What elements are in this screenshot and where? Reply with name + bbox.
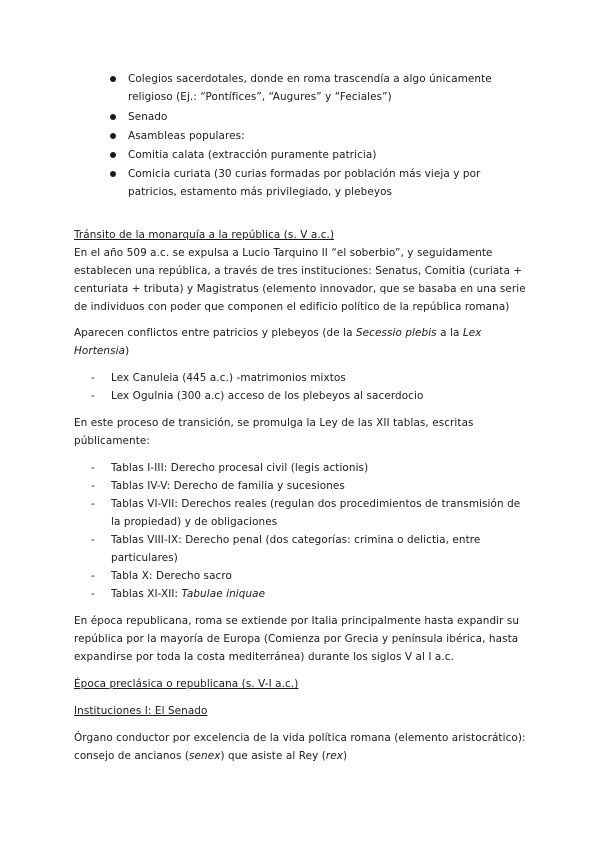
text-run: Aparecen conflictos entre patricios y plebeyos (de la bbox=[74, 327, 356, 339]
list-item: Tablas IV-V: Derecho de familia y sucesiones bbox=[111, 480, 345, 492]
list-item: Senado bbox=[128, 111, 168, 123]
dash-marker: - bbox=[91, 372, 95, 384]
bullet-dot bbox=[110, 114, 116, 120]
text-run: a la bbox=[436, 327, 463, 339]
list-item: Lex Canuleia (445 a.c.) -matrimonios mixtos bbox=[111, 372, 346, 384]
italic-term: senex bbox=[189, 750, 221, 762]
italic-term: rex bbox=[325, 750, 344, 762]
text-run: Órgano conductor por excelencia de la vida política romana (elemento aristocrático): consejo de ancianos ( bbox=[74, 732, 526, 762]
section-heading: Tránsito de la monarquía a la república (s. V a.c.) bbox=[74, 229, 335, 241]
list-item: Tablas VIII-IX: Derecho penal (dos categorías: crimina o delictia, entre particulares) bbox=[111, 534, 481, 564]
dash-marker: - bbox=[91, 480, 95, 492]
list-item bbox=[111, 585, 531, 603]
text-run: ) bbox=[343, 750, 348, 762]
paragraph bbox=[74, 324, 534, 360]
paragraph: En época republicana, roma se extiende por Italia principalmente hasta expandir su república por la mayoría de Europa (Comienza por Grecia y península ibérica, hasta expandirse por toda la costa mediterránea) durante los siglos V al I a.c. bbox=[74, 615, 520, 663]
bullet-dot bbox=[110, 171, 116, 177]
italic-term: Tabulae iniquae bbox=[181, 588, 266, 600]
section-heading: Época preclásica o republicana (s. V-I a.c.) bbox=[74, 678, 299, 690]
italic-term: Secessio plebis bbox=[355, 327, 437, 339]
text-run: Tablas XI-XII: bbox=[111, 588, 182, 600]
text-run: ) que asiste al Rey ( bbox=[220, 750, 326, 762]
list-item: Asambleas populares: bbox=[128, 130, 245, 142]
list-item: Tablas I-III: Derecho procesal civil (legis actionis) bbox=[111, 462, 369, 474]
list-item: Comitia calata (extracción puramente patricia) bbox=[128, 149, 377, 161]
paragraph bbox=[74, 729, 534, 765]
dash-marker: - bbox=[91, 534, 95, 546]
bullet-dot bbox=[110, 152, 116, 158]
bullet-dot bbox=[110, 133, 116, 139]
list-item: Tabla X: Derecho sacro bbox=[111, 570, 232, 582]
dash-marker: - bbox=[91, 498, 95, 510]
italic-term: Lex Hortensia bbox=[74, 327, 482, 357]
paragraph: En este proceso de transición, se promulga la Ley de las XII tablas, escritas públicamente: bbox=[74, 417, 474, 447]
dash-marker: - bbox=[91, 588, 95, 600]
subsection-heading: Instituciones I: El Senado bbox=[74, 705, 208, 717]
list-item: Comicia curiata (30 curias formadas por población más vieja y por patricios, estamento más privilegiado, y plebeyos bbox=[128, 168, 481, 198]
list-item: Lex Ogulnia (300 a.c) acceso de los plebeyos al sacerdocio bbox=[111, 390, 424, 402]
bullet-dot bbox=[110, 76, 116, 82]
dash-marker: - bbox=[91, 390, 95, 402]
text-run: ) bbox=[125, 345, 130, 357]
list-item: Tablas VI-VII: Derechos reales (regulan dos procedimientos de transmisión de la propiedad) y de obligaciones bbox=[111, 498, 521, 528]
dash-marker: - bbox=[91, 462, 95, 474]
list-item: Colegios sacerdotales, donde en roma trascendía a algo únicamente religioso (Ej.: “Pontífices”, “Augures” y “Feciales”) bbox=[128, 73, 492, 103]
paragraph: En el año 509 a.c. se expulsa a Lucio Tarquino II “el soberbio”, y seguidamente establecen una república, a través de tres instituciones: Senatus, Comitia (curiata + centuriata + tributa) y Magistratus (elemento innovador, que se basaba en una serie de individuos con poder que componen el edificio político de la república romana) bbox=[74, 247, 526, 313]
dash-marker: - bbox=[91, 570, 95, 582]
